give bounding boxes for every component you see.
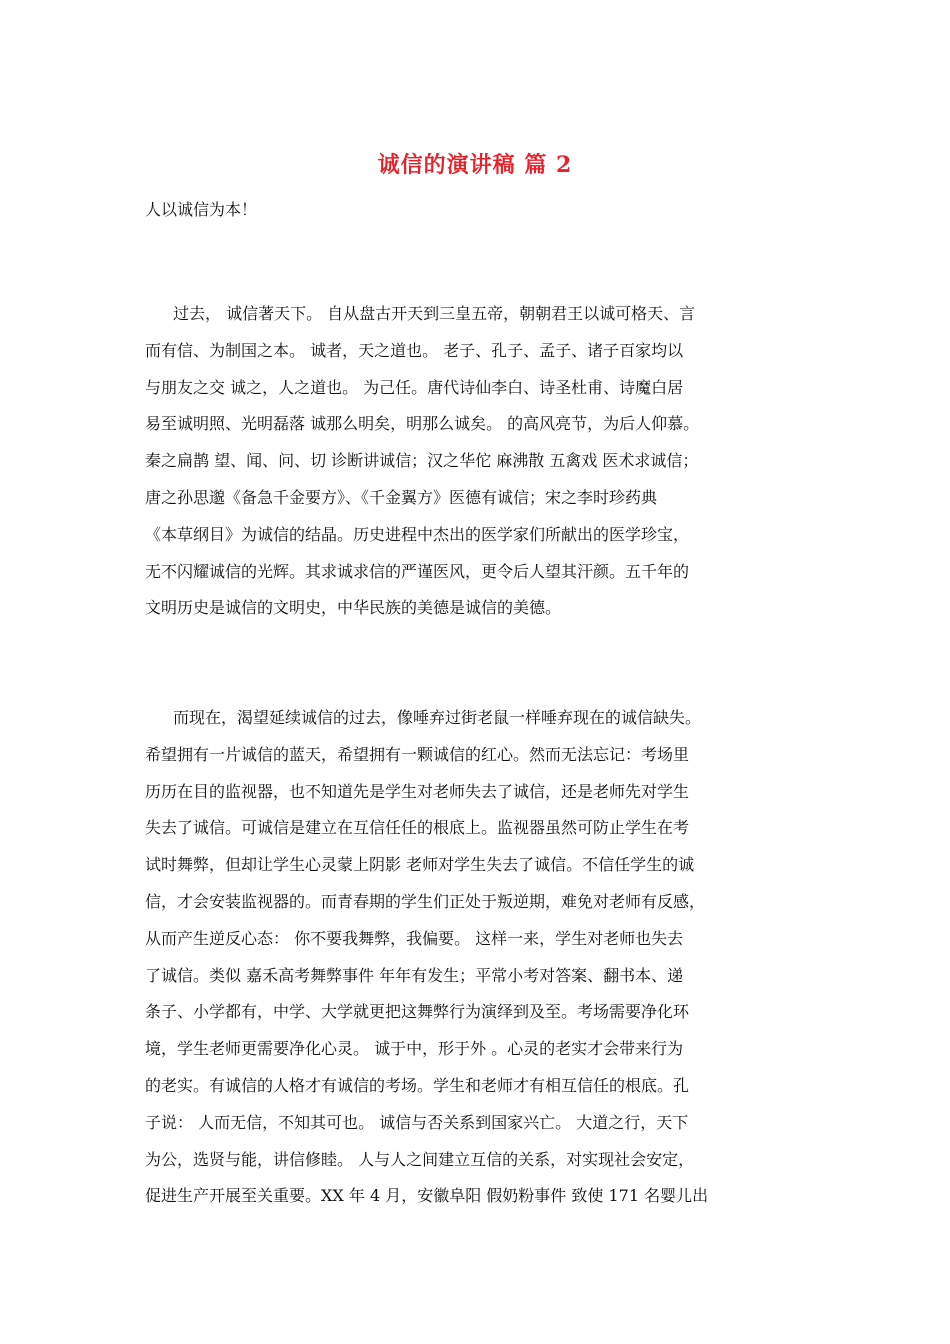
text-line: 的老实。有诚信的人格才有诚信的考场。学生和老师才有相互信任的根底。孔 [145,1075,690,1095]
text-line: 境，学生老师更需要净化心灵。 诚于中，形于外 。心灵的老实才会带来行为 [145,1039,684,1059]
text-line: 试时舞弊，但却让学生心灵蒙上阴影 老师对学生失去了诚信。不信任学生的诚 [145,855,695,875]
text-line: 无不闪耀诚信的光辉。其求诚求信的严谨医风，更令后人望其汗颜。五千年的 [145,561,690,581]
paragraph-1 [145,296,825,627]
text-line: 希望拥有一片诚信的蓝天，希望拥有一颗诚信的红心。然而无法忘记：考场里 [145,744,690,764]
text-line: 秦之扁鹊 望、闻、问、切 诊断讲诚信；汉之华佗 麻沸散 五禽戏 医术求诚信； [145,451,699,471]
text-line: 促进生产开展至关重要。XX 年 4 月，安徽阜阳 假奶粉事件 致使 171 名婴儿出 [145,1186,709,1206]
text-line: 失去了诚信。可诚信是建立在互信任任的根底上。监视器虽然可防止学生在考 [145,818,690,838]
text-line: 唐之孙思邈《备急千金要方》、《千金翼方》医德有诚信；宋之李时珍药典 [145,487,658,507]
subtitle: 人以诚信为本！ [145,200,258,219]
text-line: 与朋友之交 诚之，人之道也。 为己任。唐代诗仙李白、诗圣杜甫、诗魔白居 [145,377,684,397]
text-line: 文明历史是诚信的文明史，中华民族的美德是诚信的美德。 [145,598,562,618]
text-line: 历历在目的监视器，也不知道先是学生对老师失去了诚信，还是老师先对学生 [145,781,690,801]
text-line: 过去， 诚信著天下。 自从盘古开天到三皇五帝，朝朝君王以诚可格天、言 [173,304,696,323]
paragraph-2 [145,700,825,1215]
text-line: 为公，选贤与能，讲信修睦。 人与人之间建立互信的关系，对实现社会安定， [145,1149,695,1169]
text-line: 易至诚明照、光明磊落 诚那么明矣，明那么诚矣。 的高风亮节，为后人仰慕。 [145,414,700,434]
text-line: 《本草纲目》为诚信的结晶。历史进程中杰出的医学家们所献出的医学珍宝， [145,524,690,544]
text-line: 子说： 人而无信，不知其可也。 诚信与否关系到国家兴亡。 大道之行，天下 [145,1112,689,1132]
text-line: 信，才会安装监视器的。而青春期的学生们正处于叛逆期，难免对老师有反感， [145,891,706,911]
text-line: 而有信、为制国之本。 诚者，天之道也。 老子、孔子、孟子、诸子百家均以 [145,340,684,360]
page-title: 诚信的演讲稿 篇 2 [377,152,573,178]
text-line: 从而产生逆反心态： 你不要我舞弊，我偏要。 这样一来，学生对老师也失去 [145,928,684,948]
text-line: 条子、小学都有，中学、大学就更把这舞弊行为演绎到及至。考场需要净化环 [145,1002,690,1022]
text-line: 了诚信。类似 嘉禾高考舞弊事件 年年有发生；平常小考对答案、翻书本、递 [145,965,684,985]
text-line: 而现在，渴望延续诚信的过去，像唾弃过街老鼠一样唾弃现在的诚信缺失。 [173,708,702,727]
